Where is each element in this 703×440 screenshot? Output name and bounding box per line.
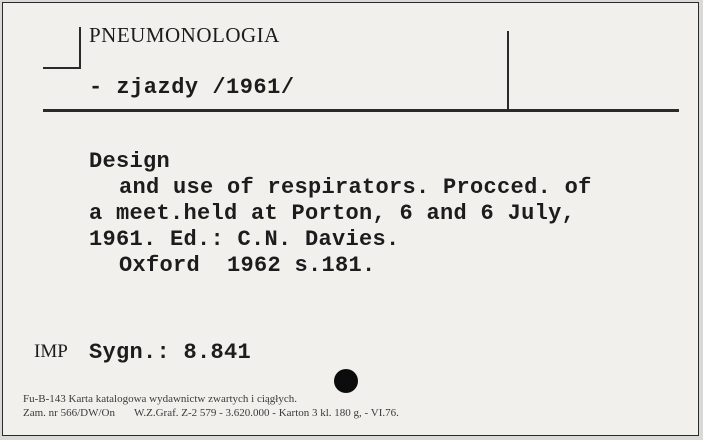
entry-line: Oxford 1962 s.181. (119, 253, 376, 278)
imp-label: IMP (34, 341, 68, 362)
punch-hole (334, 369, 358, 393)
catalog-card (2, 2, 699, 436)
subject-heading: PNEUMONOLOGIA (89, 23, 280, 47)
footer-print-line-2: Zam. nr 566/DW/On W.Z.Graf. Z-2 579 - 3.620.000 - Karton 3 kl. 180 g, - VI.76. (23, 407, 399, 419)
header-corner-line (79, 27, 81, 69)
entry-line: a meet.held at Porton, 6 and 6 July, (89, 201, 576, 226)
header-divider-vertical (507, 31, 509, 111)
bibliographic-entry (89, 149, 592, 279)
subject-subheading: - zjazdy /1961/ (89, 75, 295, 100)
footer-print-line-1: Fu-B-143 Karta katalogowa wydawnictw zwartych i ciągłych. (23, 393, 297, 405)
call-number: Sygn.: 8.841 (89, 340, 252, 365)
entry-line: and use of respirators. Procced. of (119, 175, 592, 200)
entry-line: 1961. Ed.: C.N. Davies. (89, 227, 400, 252)
header-rule (43, 109, 679, 112)
entry-line: Design (89, 149, 171, 174)
header-corner-line-horizontal (43, 67, 81, 69)
